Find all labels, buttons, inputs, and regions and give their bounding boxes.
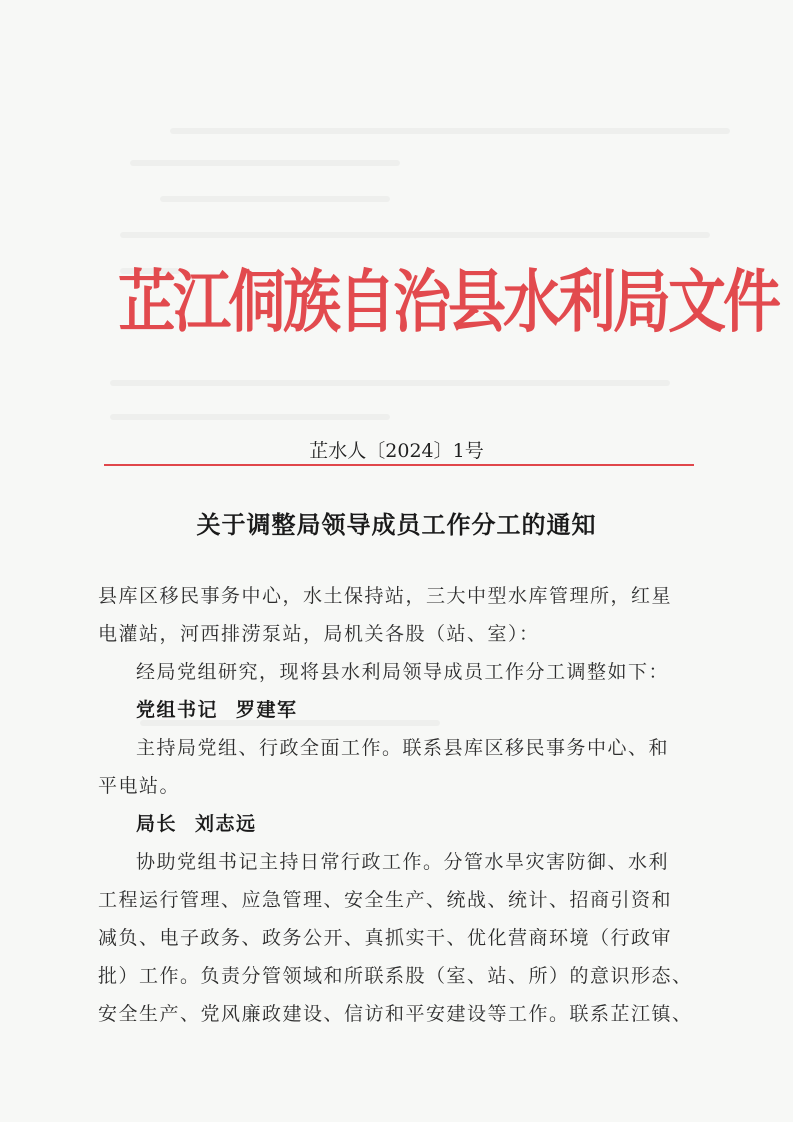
- addressee-line: 县库区移民事务中心，水土保持站，三大中型水库管理所，红星: [98, 585, 673, 607]
- leader-role: 党组书记: [136, 699, 219, 721]
- bleed-through-mark: [110, 414, 390, 420]
- bleed-through-mark: [170, 128, 730, 134]
- red-divider-rule: [104, 464, 694, 466]
- bleed-through-mark: [110, 380, 670, 386]
- duty-line: 协助党组书记主持日常行政工作。分管水旱灾害防御、水利: [136, 851, 670, 873]
- addressee-line: 电灌站，河西排涝泵站，局机关各股（站、室）：: [98, 623, 540, 645]
- bleed-through-mark: [130, 160, 400, 166]
- duty-line: 工程运行管理、应急管理、安全生产、统战、统计、招商引资和: [98, 889, 673, 911]
- duty-line: 批）工作。负责分管领域和所联系股（室、站、所）的意识形态、: [98, 965, 693, 987]
- duty-line: 减负、电子政务、政务公开、真抓实干、优化营商环境（行政审: [98, 927, 673, 949]
- notice-title: 关于调整局领导成员工作分工的通知: [196, 510, 597, 539]
- leader-name: 刘志远: [195, 813, 257, 835]
- duty-line: 平电站。: [98, 775, 181, 797]
- leader-name: 罗建军: [236, 699, 298, 721]
- bleed-through-mark: [160, 196, 390, 202]
- masthead-title: 芷江侗族自治县水利局文件: [118, 261, 779, 343]
- leader-role: 局长: [136, 813, 178, 835]
- bleed-through-mark: [120, 232, 710, 238]
- duty-line: 安全生产、党风廉政建设、信访和平安建设等工作。联系芷江镇、: [98, 1003, 693, 1025]
- leader-heading-director: [136, 812, 257, 836]
- leader-heading-party-secretary: [136, 698, 298, 722]
- intro-paragraph: 经局党组研究，现将县水利局领导成员工作分工调整如下：: [136, 661, 670, 683]
- duty-line: 主持局党组、行政全面工作。联系县库区移民事务中心、和: [136, 737, 670, 759]
- document-number: 芷水人〔2024〕1号: [309, 440, 484, 462]
